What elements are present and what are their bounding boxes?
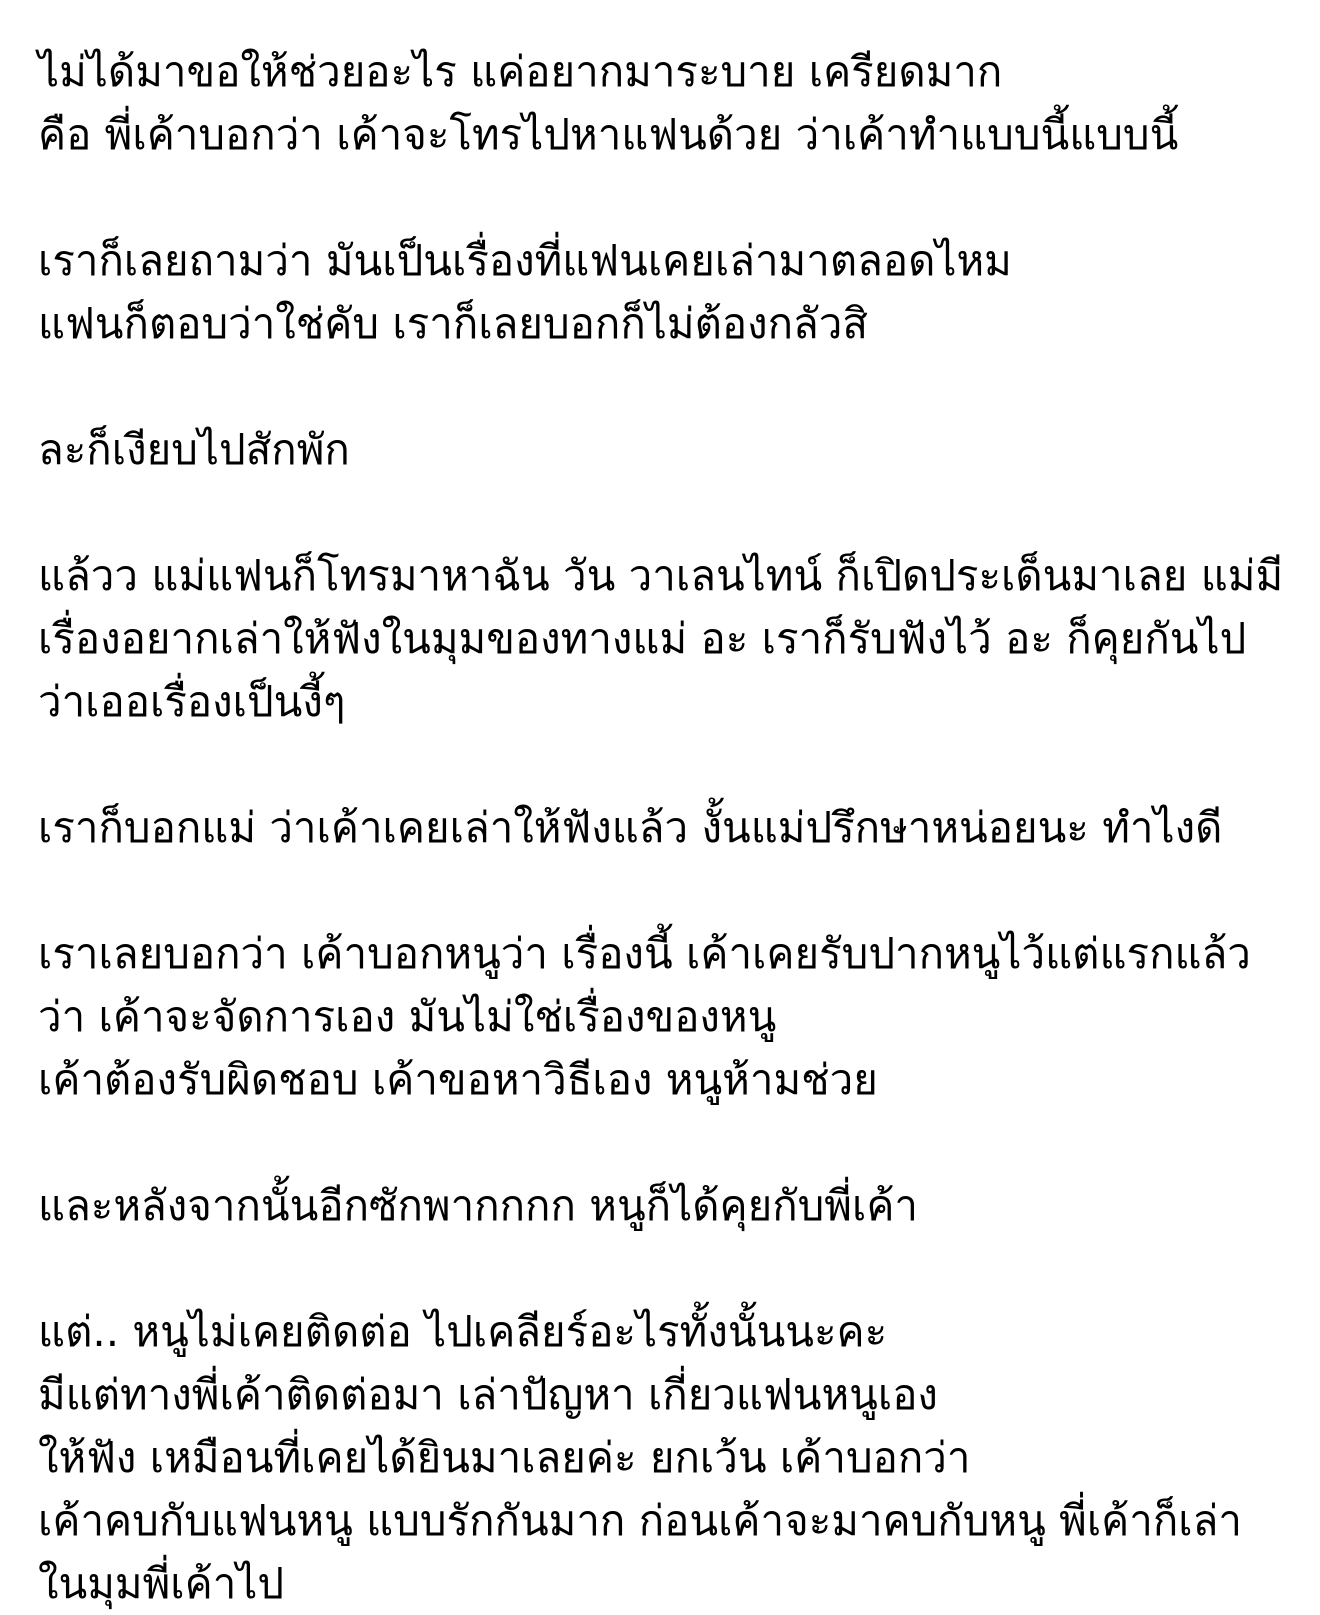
text-line: ละก็เงียบไปสักพัก [38, 425, 350, 474]
text-line: ในมุมพี่เค้าไป [38, 1559, 285, 1608]
message-text-block [38, 40, 1298, 1615]
paragraph-spacer [38, 1237, 1298, 1300]
text-line: เราก็เลยถามว่า มันเป็นเรื่องที่แฟนเคยเล่ามาตลอดไหม [38, 236, 1012, 285]
text-line: มีแต่ทางพี่เค้าติดต่อมา เล่าปัญหา เกี่ยวแฟนหนูเอง [38, 1370, 938, 1419]
paragraph [38, 1300, 1298, 1615]
text-line: เราก็บอกแม่ ว่าเค้าเคยเล่าให้ฟังแล้ว งั้นแม่ปรึกษาหน่อยนะ ทำไงดี [38, 803, 1223, 852]
paragraph [38, 40, 1298, 166]
text-line: และหลังจากนั้นอีกซักพากกกก หนูก็ได้คุยกับพี่เค้า [38, 1181, 919, 1230]
paragraph [38, 922, 1298, 1111]
text-line: เค้าคบกับแฟนหนู แบบรักกันมาก ก่อนเค้าจะมาคบกับหนู พี่เค้าก็เล่า [38, 1496, 1242, 1545]
text-line: คือ พี่เค้าบอกว่า เค้าจะโทรไปหาแฟนด้วย ว่าเค้าทำแบบนี้แบบนี้ [38, 110, 1179, 159]
paragraph-spacer [38, 859, 1298, 922]
paragraph [38, 544, 1298, 733]
text-line: เค้าต้องรับผิดชอบ เค้าขอหาวิธีเอง หนูห้ามช่วย [38, 1055, 878, 1104]
paragraph-spacer [38, 1111, 1298, 1174]
paragraph [38, 796, 1298, 859]
paragraph-spacer [38, 733, 1298, 796]
paragraph [38, 418, 1298, 481]
text-line: ไม่ได้มาขอให้ช่วยอะไร แค่อยากมาระบาย เครียดมาก [38, 47, 1003, 96]
text-line: เราเลยบอกว่า เค้าบอกหนูว่า เรื่องนี้ เค้าเคยรับปากหนูไว้แต่แรกแล้ว [38, 929, 1251, 978]
text-line: ว่า เค้าจะจัดการเอง มันไม่ใช่เรื่องของหนู [38, 992, 777, 1041]
paragraph [38, 1174, 1298, 1237]
text-line: ว่าเออเรื่องเป็นงี้ๆ [38, 677, 346, 726]
paragraph-spacer [38, 355, 1298, 418]
text-line: แล้วว แม่แฟนก็โทรมาหาฉัน วัน วาเลนไทน์ ก็เปิดประเด็นมาเลย แม่มี [38, 551, 1284, 600]
text-line: เรื่องอยากเล่าให้ฟังในมุมของทางแม่ อะ เราก็รับฟังไว้ อะ ก็คุยกันไป [38, 614, 1247, 663]
text-line: แต่.. หนูไม่เคยติดต่อ ไปเคลียร์อะไรทั้งนั้นนะคะ [38, 1307, 888, 1356]
paragraph-spacer [38, 166, 1298, 229]
text-line: แฟนก็ตอบว่าใช่คับ เราก็เลยบอกก็ไม่ต้องกลัวสิ [38, 299, 868, 348]
paragraph-spacer [38, 481, 1298, 544]
text-line: ให้ฟัง เหมือนที่เคยได้ยินมาเลยค่ะ ยกเว้น เค้าบอกว่า [38, 1433, 971, 1482]
paragraph [38, 229, 1298, 355]
